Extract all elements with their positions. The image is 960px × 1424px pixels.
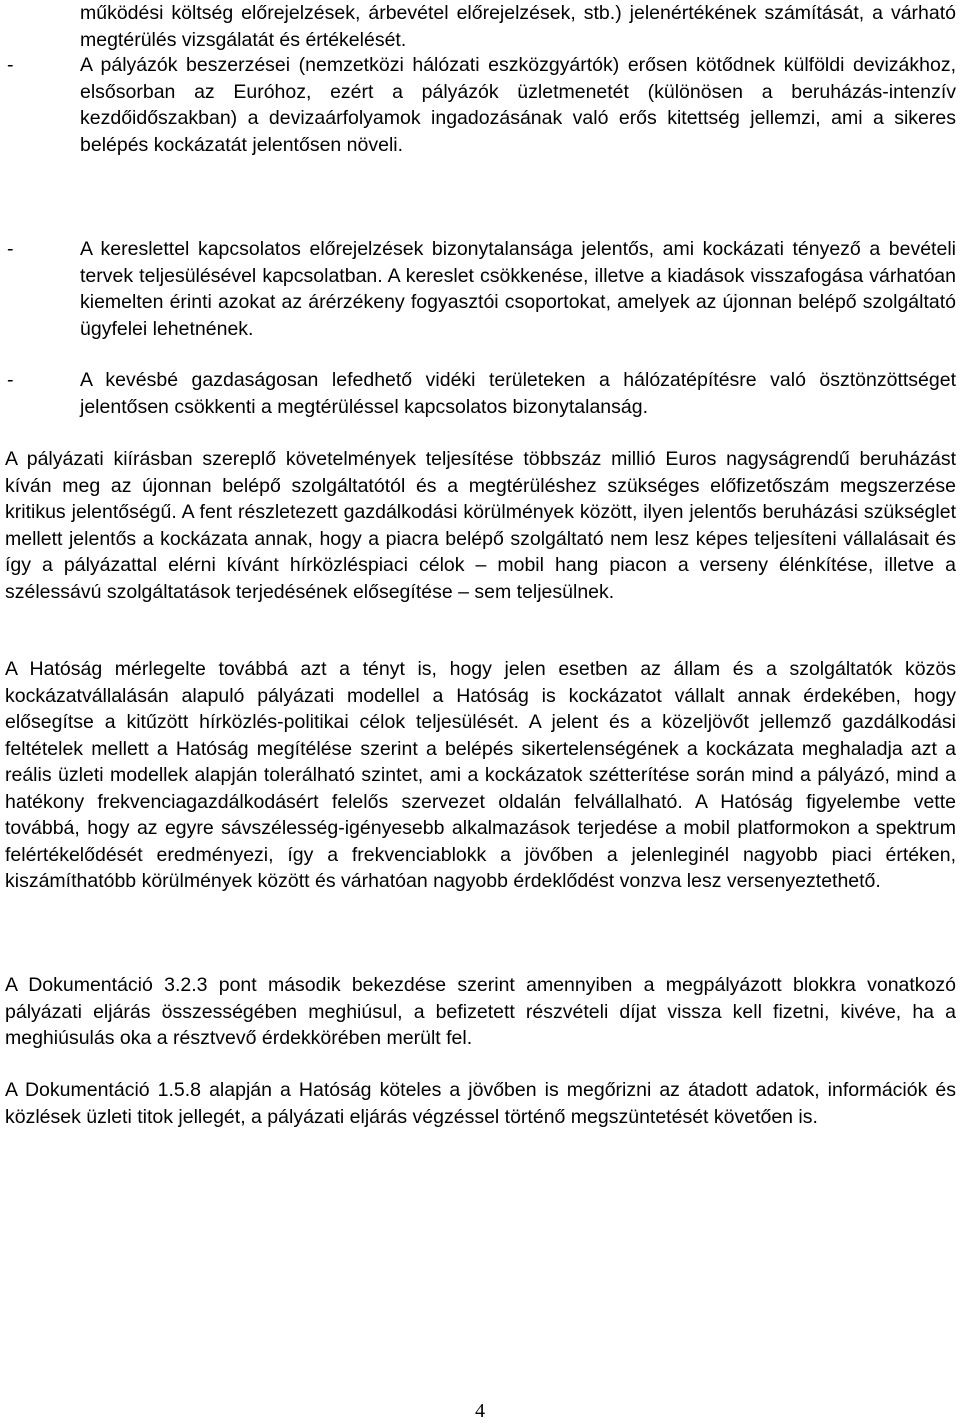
continuation-text: működési költség előrejelzések, árbevétel előrejelzések, stb.) jelenértékének számítását, a várható megtérülés vizsgálatát és értékelését. [80, 2, 956, 51]
paragraph-authority-consideration: A Hatóság mérlegelte továbbá azt a tényt is, hogy jelen esetben az állam és a szolgáltatók közös kockázatvállalásán alapuló pályázati modellel a Hatóság is kockázatot vállalt annak érdekében, hogy elősegítse a kitűzött hírközlés-politikai célok teljesülését. A jelent és a közeljövőt jellemző gazdálkodási feltételek mellett a Hatóság megítélése szerint a belépés sikertelenségének a kockázata meghaladja azt a reális üzleti modellek alapján tolerálható szintet, ami a kockázatok szétterítése során mind a pályázó, mind a hatékony frekvenciagazdálkodásért felelős szervezet oldalán felvállalható. A Hatóság figyelembe vette továbbá, hogy az egyre sávszélesség-igényesebb alkalmazások terjedése a mobil platformokon a spektrum felértékelődését eredményezi, így a frekvenciablokk a jövőben a jelenleginél nagyobb piaci értéken, kiszámíthatóbb körülmények között és várhatóan nagyobb érdeklődést vonzva lesz versenyeztethető. [5, 658, 956, 892]
paragraph-requirements: A pályázati kiírásban szereplő követelmények teljesítése többszáz millió Euros nagyságrendű beruházást kíván meg az újonnan belépő szolgáltatótól és a megtérüléshez szükséges előfizetőszám megszerzése kritikus jelentőségű. A fent részletezett gazdálkodási körülmények között, ilyen jelentős beruházási szükséglet mellett jelentős a kockázata annak, hogy a piacra belépő szolgáltató nem lesz képes teljesíteni vállalásait és így a pályázattal elérni kívánt hírközléspiaci célok – mobil hang piacon a verseny élénkítése, illetve a szélessávú szolgáltatások terjedésének elősegítése – sem teljesülnek. [5, 448, 956, 603]
bullet-item-rural-coverage: A kevésbé gazdaságosan lefedhető vidéki területeken a hálózatépítésre való ösztönzöttséget jelentősen csökkenti a megtérüléssel kapcsolatos bizonytalanság. [80, 369, 956, 418]
paragraph-documentation-323: A Dokumentáció 3.2.3 pont második bekezdése szerint amennyiben a megpályázott blokkra vonatkozó pályázati eljárás összességében meghiúsul, a befizetett részvételi díjat vissza kell fizetni, kivéve, ha a meghiúsulás oka a résztvevő érdekkörében merült fel. [5, 974, 956, 1049]
bullet-marker: - [7, 238, 14, 260]
bullet-item-exchange-rate-risk: A pályázók beszerzései (nemzetközi hálózati eszközgyártók) erősen kötődnek külföldi devizákhoz, elsősorban az Euróhoz, ezért a pályázók üzletmenetét (különösen a beruházás-intenzív kezdőidőszakban) a devizaárfolyamok ingadozásának való erős kitettség jellemzi, ami a sikeres belépés kockázatát jelentősen növeli. [80, 54, 956, 156]
bullet-item-demand-uncertainty: A kereslettel kapcsolatos előrejelzések bizonytalansága jelentős, ami kockázati tényező a bevételi tervek teljesülésével kapcsolatban. A kereslet csökkenése, illetve a kiadások visszafogása várhatóan kiemelten érinti azokat az árérzékeny fogyasztói csoportokat, amelyek az újonnan belépő szolgáltató ügyfelei lehetnének. [80, 238, 956, 340]
bullet-marker: - [7, 54, 14, 76]
paragraph-documentation-158: A Dokumentáció 1.5.8 alapján a Hatóság köteles a jövőben is megőrizni az átadott adatok, információk és közlések üzleti titok jellegét, a pályázati eljárás végzéssel történő megszüntetését követően is. [5, 1079, 956, 1128]
bullet-marker: - [7, 369, 14, 391]
page-number: 4 [475, 1400, 485, 1422]
